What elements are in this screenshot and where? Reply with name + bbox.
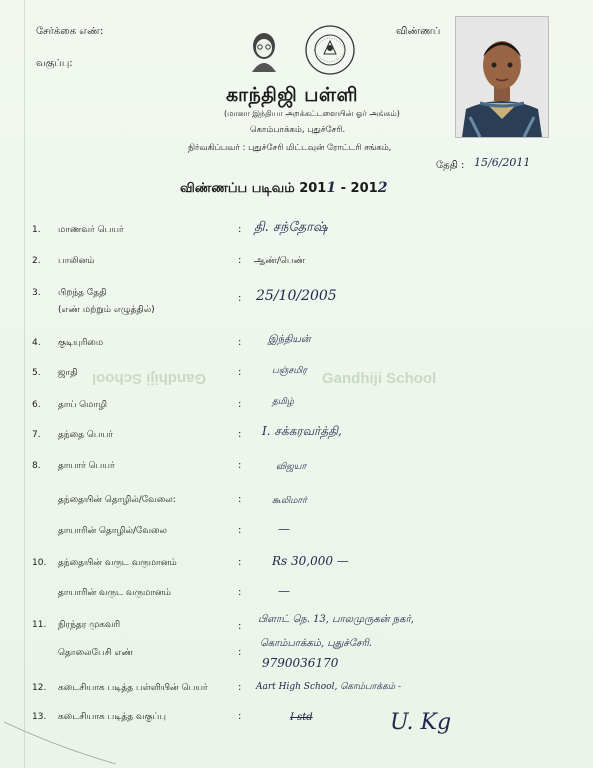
father-occupation-label: தந்தையின் தொழில்/வேலை: (58, 495, 176, 505)
mother-tongue-label: தாய் மொழி (58, 400, 107, 410)
colon: : (238, 587, 242, 598)
field-number: 10. (32, 558, 47, 568)
colon: : (238, 682, 242, 693)
colon: : (238, 337, 242, 348)
serial-label: சேர்க்கை எண்: (36, 26, 104, 37)
mother-tongue-value: தமிழ் (272, 397, 294, 407)
last-school-label: கடைசியாக படித்த பள்ளியின் பெயர் (58, 683, 208, 693)
colon: : (238, 293, 242, 304)
colon: : (238, 399, 242, 410)
gender-options: ஆண்/பெண் (254, 256, 306, 266)
administered-by: நிர்வகிப்பவர் : புதுச்சேரி மிட்டவுன் ரோட்டரி சங்கம், (188, 143, 392, 153)
colon: : (238, 460, 242, 471)
colon: : (238, 621, 242, 632)
last-class-struck: I std (290, 712, 313, 723)
father-income-label: தந்தையின் வருட வருமானம் (58, 558, 177, 568)
last-class-value: U. Kg (390, 710, 452, 735)
field-number: 3. (32, 288, 41, 298)
last-class-label: கடைசியாக படித்த வகுப்பு (58, 712, 166, 722)
caste-label: ஜாதி (58, 368, 78, 378)
mother-occupation-value: — (278, 522, 290, 536)
year-start-digit: 1 (326, 180, 337, 196)
father-name-value: I. சக்கரவர்த்தி, (262, 424, 342, 438)
school-name: காந்திஜி பள்ளி (226, 84, 359, 106)
mother-name-value: விஜயா (276, 462, 307, 472)
colon: : (238, 255, 242, 266)
colon: : (238, 525, 242, 536)
student-name-label: மாணவர் பெயர் (58, 225, 124, 235)
colon: : (238, 711, 242, 722)
last-school-value: Aart High School, கொம்பாக்கம் - (256, 682, 401, 692)
paper-corner-mark (0, 718, 120, 768)
gandhi-portrait-logo (244, 28, 284, 72)
colon: : (238, 494, 242, 505)
phone-label: தொலைபேசி எண் (58, 648, 134, 658)
year-end-digit: 2 (377, 180, 388, 196)
colon: : (238, 557, 242, 568)
field-number: 12. (32, 683, 47, 693)
field-number: 11. (32, 620, 47, 630)
student-photo (455, 16, 549, 138)
mother-income-value: — (278, 584, 290, 598)
bleed-through-text: Gandhiji School (92, 370, 207, 387)
field-number: 4. (32, 338, 41, 348)
nationality-label: குடியுரிமை (58, 338, 104, 348)
father-income-value: Rs 30,000 — (272, 554, 349, 568)
bleed-through-text: Gandhiji School (322, 370, 437, 387)
dob-value: 25/10/2005 (256, 288, 337, 304)
field-number: 7. (32, 430, 41, 440)
colon: : (238, 367, 242, 378)
phone-value: 9790036170 (262, 656, 339, 670)
mother-name-label: தாயார் பெயர் (58, 461, 115, 471)
school-emblem-logo (304, 24, 356, 76)
date-value: 15/6/2011 (474, 156, 531, 169)
dob-sublabel: (எண் மற்றும் எழுத்தில்) (58, 305, 155, 315)
form-title: விண்ணப்ப படிவம் 2011 - 2012 (180, 180, 388, 196)
date-label: தேதி : (436, 160, 465, 171)
colon: : (238, 224, 242, 235)
field-number: 2. (32, 256, 41, 266)
school-address: கொம்பாக்கம், புதுச்சேரி. (250, 125, 346, 135)
field-number: 5. (32, 368, 41, 378)
application-label: விண்ணப் (396, 26, 441, 37)
student-name-value: தி. சந்தோஷ் (254, 220, 328, 235)
mother-occupation-label: தாயாரின் தொழில்/வேலை (58, 526, 167, 536)
caste-value: பஞ்சமிர (272, 366, 307, 376)
field-number: 13. (32, 712, 47, 722)
paper-edge (0, 0, 25, 768)
class-label: வகுப்பு: (36, 58, 73, 69)
gender-label: பாலினம் (58, 256, 95, 266)
field-number: 8. (32, 461, 41, 471)
dob-label: பிறந்த தேதி (58, 288, 107, 298)
field-number: 1. (32, 225, 41, 235)
mother-income-label: தாயாரின் வருட வருமானம் (58, 588, 171, 598)
trust-subtitle: (மானா இந்தியா அறக்கட்டளையின் ஓர் அங்கம்) (224, 109, 400, 118)
address-line1: பிளாட் நெ. 13, பாலமுருகன் நகர், (258, 614, 414, 625)
father-name-label: தந்தை பெயர் (58, 430, 113, 440)
address-line2: கொம்பாக்கம், புதுச்சேரி. (260, 638, 372, 649)
field-number: 6. (32, 400, 41, 410)
colon: : (238, 429, 242, 440)
father-occupation-value: கூலிமார் (272, 496, 307, 506)
address-label: நிரந்தர முகவரி (58, 620, 121, 630)
nationality-value: இந்தியன் (268, 334, 311, 345)
colon: : (238, 647, 242, 658)
